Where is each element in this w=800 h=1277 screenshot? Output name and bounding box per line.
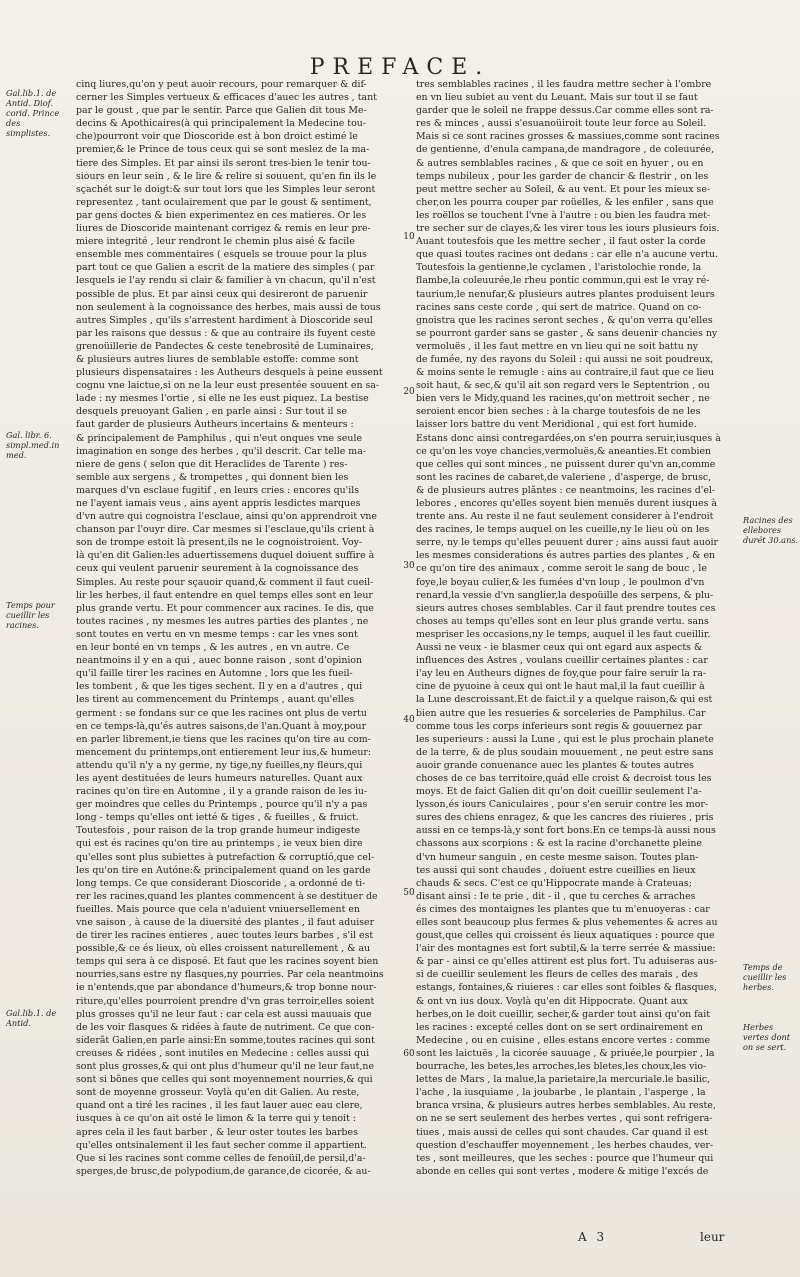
right-column-line: si de cueillir seulement les fleurs de celles des marais , des xyxy=(416,969,698,981)
right-column-line: chauds & secs. C'est ce qu'Hippocrate mande à Crateuas; xyxy=(416,877,692,889)
left-column-line: liures de Dioscoride maintenant corrigez & remis en leur pre- xyxy=(76,223,371,235)
right-column-line: goust,que celles qui croissent és lieux aquatiques : pource que xyxy=(416,930,715,942)
left-column-line: ne l'ayent iamais veus , ains ayent appris lesdictes marques xyxy=(76,498,361,509)
right-column-line: tes aussi qui sont chaudes , doiuent estre cueillies en lieux xyxy=(416,864,696,876)
left-column-line: les ayent destituées de leurs humeurs naturelles. Quant aux xyxy=(76,772,363,784)
left-column-line: marques d'vn esclaue fugitif , en leurs cries : encores qu'ils xyxy=(76,484,360,496)
left-text-column xyxy=(76,78,400,1223)
right-column-line: & ont vn ius doux. Voylà qu'en dit Hippocrate. Quant aux xyxy=(416,995,688,1007)
left-column-line: quand ont a tiré les racines , il les faut lauer auec eau clere, xyxy=(76,1100,363,1112)
left-column-line: neantmoins il y en a qui , auec bonne raison , sont d'opinion xyxy=(76,655,363,667)
left-column-line: d'vn autre qui cognoistra l'esclaue, ainsi qu'on apprendroit vne xyxy=(76,511,377,523)
right-column-line: lysson,és iours Caniculaires , pour s'en seruir contre les mor- xyxy=(416,799,708,811)
left-column-line: representez , tant oculairement que par le goust & sentiment, xyxy=(76,196,372,208)
margin-note: Temps de cueillir les herbes. xyxy=(743,962,787,992)
left-column-line: qui est és racines qu'on tire au printemps , ie veux bien dire xyxy=(76,838,363,850)
right-column-line: trente ans. Au reste il ne faut seulement considerer à l'endroit xyxy=(416,511,714,523)
right-column-line: i'ay leu en Autheurs dignes de foy,que pour faire seruir la ra- xyxy=(416,668,707,680)
right-column-line: cher,on les pourra couper par roüelles, & les enfiler , sans que xyxy=(416,196,714,208)
left-column-line: Toutesfois , pour raison de la trop grande humeur indigeste xyxy=(76,825,361,837)
left-column-line: de tirer les racines entieres , auec toutes leurs barbes , s'il est xyxy=(76,930,374,942)
margin-note: Temps pour cueillir les racines. xyxy=(6,600,55,630)
right-column-line: sures des chiens enragez, & que les cancres des riuieres , pris xyxy=(416,812,714,824)
right-column-line: bien vers le Midy,quand les racines,qu'on mettroit secher , ne xyxy=(416,393,710,405)
right-column-line: la Lune descroissant.Et de faict.il y a quelque raison,& qui est xyxy=(416,694,713,706)
right-column-line: tre secher sur de clayes,& les virer tous les iours plusieurs fois. xyxy=(416,223,720,235)
right-column-line: question d'eschauffer moyennement , les herbes chaudes, ver- xyxy=(416,1139,714,1151)
left-column-line: creuses & ridées , sont inutiles en Medecine : celles aussi qui xyxy=(76,1047,370,1059)
right-column-line: peut mettre secher au Soleil, & au vent. Et pour les mieux se- xyxy=(416,183,711,195)
left-column-line: imagination en songe des herbes , qu'il descrit. Car telle ma- xyxy=(76,445,366,457)
left-column-line: fueilles. Mais pource que cela n'aduient vniuersellement en xyxy=(76,903,360,915)
left-column-line: ger moindres que celles du Printemps , pource qu'il n'y a pas xyxy=(76,799,368,811)
right-column-line: l'air des montagnes est fort subtil,& la terre serrée & massiue: xyxy=(416,943,716,955)
signature-mark: A 3 xyxy=(578,1230,608,1244)
left-column-line: & principalement de Pamphilus , qui n'eut onques vne seule xyxy=(76,432,363,444)
page-title: PREFACE. xyxy=(309,55,491,80)
left-column-line: lade : ny mesmes l'ortie , si elle ne les eust piquez. La bestise xyxy=(76,393,369,405)
left-column-line: de les voir flasques & ridées à faute de nutriment. Ce que con- xyxy=(76,1021,375,1033)
left-column-line: sont plus grosses,& qui ont plus d'humeur qu'il ne leur faut,ne xyxy=(76,1061,374,1073)
left-column-line: par les raisons que dessus : & que au contraire ils fuyent ceste xyxy=(76,327,376,339)
left-column-line: cognu vne laictue,si on ne la leur eust presentée souuent en sa- xyxy=(76,380,380,392)
left-column-line: possible de plus. Et par ainsi ceux qui desireront de paruenir xyxy=(76,288,368,300)
right-column-line: Toutesfois la gentienne,le cyclamen , l'aristolochie ronde, la xyxy=(416,262,702,274)
right-column-line: des racines, le temps auquel on les cueille,ny le lieu où on les xyxy=(416,524,710,536)
right-column-line: res & minces , aussi s'esuanoüiroit toute leur force au Soleil. xyxy=(416,118,707,130)
right-column-line: branca vrsina, & plusieurs autres herbes semblables. Au reste, xyxy=(416,1100,716,1112)
left-column-line: tiere des Simples. Et par ainsi ils seront tres-bien le tenir tou- xyxy=(76,157,371,169)
left-column-line: iusques à ce qu'on ait osté le limon & la terre qui y tenoit : xyxy=(76,1113,356,1125)
line-number: 10 xyxy=(403,232,415,242)
right-column-line: sont les laictuës , la cicorée sauuage , & priuée,le pourpier , la xyxy=(416,1047,715,1059)
right-column-line: en vn lieu subiet au vent du Leuant. Mais sur tout il se faut xyxy=(416,92,698,104)
right-column-line: foye,le boyau culier,& les fumées d'vn loup , le poulmon d'vn xyxy=(416,576,705,588)
left-column-line: riture,qu'elles pourroient prendre d'vn gras terroir,elles soient xyxy=(76,995,375,1007)
left-column-line: possible,& ce és lieux, où elles croissent naturellement , & au xyxy=(76,943,371,955)
margin-note: Gal. libr. 6. simpl.med.in med. xyxy=(6,430,60,460)
left-column-line: les tombent , & que les tiges sechent. Il y en a d'autres , qui xyxy=(76,681,363,693)
left-column-line: premier,& le Prince de tous ceux qui se sont meslez de la ma- xyxy=(76,144,370,156)
left-column-line: sont de moyenne grosseur. Voylà qu'en dit Galien. Au reste, xyxy=(76,1087,360,1099)
margin-note: Gal.lib.1. de Antid. xyxy=(6,1008,57,1028)
right-column-line: elles sont beaucoup plus fermes & plus vehementes & acres au xyxy=(416,917,718,928)
left-column-line: en parler librement,ie tiens que les racines qu'on tire au com- xyxy=(76,733,371,745)
right-column-line: choses de ce bas territoire,quád elle croist & decroist tous les xyxy=(416,772,712,784)
right-column-line: herbes,on le doit cueillir, secher,& garder tout ainsi qu'on fait xyxy=(416,1008,710,1020)
right-column-line: estangs, fontaines,& riuieres : car elles sont foibles & flasques, xyxy=(416,982,717,994)
right-column-line: comme tous les corps inferieurs sont regis & gouuernez par xyxy=(416,720,703,732)
left-column-line: Que si les racines sont comme celles de fenoüil,de persil,d'a- xyxy=(76,1152,366,1164)
right-column-line: gnoistra que les racines seront seches , & qu'on verra qu'elles xyxy=(416,314,713,326)
left-column-line: long - temps qu'elles ont ietté & tiges , & fueilles , & fruict. xyxy=(76,812,359,824)
right-column-line: renard,la vessie d'vn sanglier,la despoüille des serpens, & plu- xyxy=(416,589,714,601)
right-column-line: les mesmes considerations és autres parties des plantes , & en xyxy=(416,550,716,562)
left-column-line: desquels preuoyant Galien , en parle ainsi : Sur tout il se xyxy=(76,406,347,418)
left-column-line: rer les racines,quand les plantes commencent à se destituer de xyxy=(76,890,378,902)
left-column-line: les tirent au commencement du Printemps , auant qu'elles xyxy=(76,694,355,706)
left-column-line: long temps. Ce que considerant Dioscoride , a ordonné de ti- xyxy=(76,877,366,889)
right-column-line: lebores , encores qu'elles soyent bien menuës durent iusques à xyxy=(416,498,717,509)
left-column-line: ceux qui veulent paruenir seurement à la cognoissance des xyxy=(76,563,359,575)
left-column-line: non seulement à la cognoissance des herbes, mais aussi de tous xyxy=(76,301,381,313)
left-column-line: temps qui sera à ce disposé. Et faut que les racines soyent bien xyxy=(76,956,379,968)
right-column-line: tiues , mais aussi de celles qui sont chaudes. Car quand il est xyxy=(416,1126,708,1138)
left-column-line: autres Simples , qu'ils s'arrestent hardiment à Dioscoride seul xyxy=(76,314,373,326)
right-column-line: de gentienne, d'enula campana,de mandragore , de coleuurée, xyxy=(416,144,715,156)
left-column-line: Simples. Au reste pour sçauoir quand,& comment il faut cueil- xyxy=(76,576,374,588)
left-column-line: niere de gens ( selon que dit Heraclides de Tarente ) res- xyxy=(76,458,348,470)
left-column-line: ie n'entends,que par abondance d'humeurs,& trop bonne nour- xyxy=(76,982,377,994)
left-column-line: sont si bõnes que celles qui sont moyennement nourries,& qui xyxy=(76,1074,373,1086)
left-column-line: qu'elles sont plus subiettes à putrefaction & corruptió,que cel- xyxy=(76,851,375,863)
left-column-line: attendu qu'il n'y a ny germe, ny tige,ny fueilles,ny fleurs,qui xyxy=(76,759,363,771)
left-column-line: grenoüillerie de Pandectes & ceste tenebrosité de Luminaires, xyxy=(76,340,374,352)
left-column-line: lesquels ie l'ay rendu si clair & familier à vn chacun, qu'il n'est xyxy=(76,275,376,287)
right-column-line: influences des Astres , voulans cueillir certaines plantes : car xyxy=(416,655,708,667)
left-column-line: là qu'en dit Galien:les aduertissemens duquel doiuent suffire à xyxy=(76,550,375,562)
right-column-line: serre, ny le temps qu'elles peuuent durer ; ains aussi faut auoir xyxy=(416,537,719,549)
right-column-line: chassons aux scorpions : & est la racine d'orchanette pleine xyxy=(416,838,702,850)
left-column-line: miere integrité , leur rendront le chemin plus aisé & facile xyxy=(76,236,355,248)
left-column-line: cinq liures,qu'on y peut auoir recours, pour remarquer & dif- xyxy=(76,79,367,90)
right-column-line: taurium,le nenufar,& plusieurs autres plantes produisent leurs xyxy=(416,288,715,300)
left-column-line: plus grande vertu. Et pour commencer aux racines. Ie dis, que xyxy=(76,602,374,614)
left-column-line: qu'elles ontsinalement il les faut secher comme il appartient. xyxy=(76,1139,367,1151)
left-column-line: son de trompe estoit là present,ils ne le cognoistroient. Voy- xyxy=(76,537,363,549)
right-column-line: temps nubileux , pour les garder de chancir & flestrir , on les xyxy=(416,170,709,182)
right-column-line: Auant toutesfois que les mettre secher , il faut oster la corde xyxy=(416,236,706,248)
left-column-line: lir les herbes, il faut entendre en quel temps elles sont en leur xyxy=(76,589,373,601)
right-column-line: les superieurs : aussi la Lune , qui est le plus prochain planete xyxy=(416,733,714,745)
right-column-line: bien autre que les resueries & sorceleries de Pamphilus. Car xyxy=(416,707,706,719)
left-column-line: germent : se fondans sur ce que les racines ont plus de vertu xyxy=(76,707,367,719)
right-column-line: que celles qui sont minces , ne puissent durer qu'vn an,comme xyxy=(416,458,716,470)
left-column-line: sont toutes en vertu en vn mesme temps : car les vnes sont xyxy=(76,628,358,640)
right-column-line: ce qu'on tire des animaux , comme seroit le sang de bouc , le xyxy=(416,563,707,575)
right-column-line: cine de pyuoine à ceux qui ont le haut mal,il la faut cueillir à xyxy=(416,681,705,693)
left-column-line: & plusieurs autres liures de semblable estoffe: comme sont xyxy=(76,353,359,365)
right-column-line: és cimes des montaignes les plantes que tu m'enuoyeras : car xyxy=(416,903,710,915)
right-column-line: bourrache, les betes,les arroches,les bletes,les choux,les vio- xyxy=(416,1061,707,1073)
left-column-line: par gens doctes & bien experimentez en ces matieres. Or les xyxy=(76,209,367,221)
right-column-line: sieurs autres choses semblables. Car il faut prendre toutes ces xyxy=(416,602,716,614)
left-column-line: sperges,de brusc,de polypodium,de garance,de cicorée, & au- xyxy=(76,1165,371,1177)
right-column-line: sont les racines de cabaret,de valeriene , d'asperge, de brusc, xyxy=(416,471,712,483)
right-column-line: se pourront garder sans se gaster , & sans deuenir chancies ny xyxy=(416,327,718,339)
right-column-line: les roëllos se touchent l'vne à l'autre : ou bien les faudra met- xyxy=(416,209,711,221)
margin-note: Herbes vertes dont on se sert. xyxy=(743,1022,791,1052)
right-column-line: de fumée, ny des rayons du Soleil : qui aussi ne soit poudreux, xyxy=(416,353,714,365)
right-column-line: Estans donc ainsi contregardées,on s'en pourra seruir,iusques à xyxy=(416,432,721,444)
margin-note: Gal.lib.1. de Antid. Diof. corid. Prince des simplistes. xyxy=(6,88,60,138)
line-number: 30 xyxy=(403,561,415,571)
right-column-line: Medecine , ou en cuisine , elles estans encore vertes : comme xyxy=(416,1034,711,1046)
right-column-line: les racines : excepté celles dont on se sert ordinairement en xyxy=(416,1021,703,1033)
right-column-line: ce qu'on les voye chancies,vermoluës,& aneanties.Et combien xyxy=(416,445,712,457)
right-column-line: mespriser les occasions,ny le temps, auquel il les faut cueillir. xyxy=(416,628,711,640)
left-column-line: racines qu'on tire en Automne , il y a grande raison de les iu- xyxy=(76,786,368,798)
line-number: 60 xyxy=(403,1049,415,1059)
left-column-line: en ce temps-là,qu'és autres saisons,de l'an.Quant à moy,pour xyxy=(76,720,367,732)
right-column-line: aussi en ce temps-là,y sont fort bons.En ce temps-là aussi nous xyxy=(416,825,716,837)
right-column-line: moys. Et de faict Galien dit qu'on doit cueillir seulement l'a- xyxy=(416,786,702,798)
left-column-line: qu'il faille tirer les racines en Automne , lors que les fueil- xyxy=(76,668,353,680)
right-column-line: flambe,la coleuurée,le rheu pontic commun,qui est le vray ré- xyxy=(416,275,710,287)
right-column-line: soit haut, & sec,& qu'il ait son regard vers le Septentrion , ou xyxy=(416,380,710,392)
left-column-line: faut garder de plusieurs Autheurs incertains & menteurs : xyxy=(76,419,354,431)
left-column-line: decins & Apothicaires(à qui principalement la Medecine tou- xyxy=(76,118,366,130)
right-column-line: tres semblables racines , il les faudra mettre secher à l'ombre xyxy=(416,79,712,90)
right-column-line: & autres semblables racines , & que ce soit en hyuer , ou en xyxy=(416,157,704,169)
left-column-line: toutes racines , ny mesmes les autres parties des plantes , ne xyxy=(76,615,369,627)
left-column-line: mencement du printemps,ont entierement leur ius,& humeur: xyxy=(76,746,372,758)
right-column-line: & de plusieurs autres plãntes : ce neantmoins, les racines d'el- xyxy=(416,484,716,496)
right-column-line: lettes de Mars , la malue,la parietaire,la mercuriale.le basilic, xyxy=(416,1074,711,1086)
left-column-line: sçachét sur le doigt:& sur tout lors que les Simples leur seront xyxy=(76,183,376,195)
left-column-line: plus grosses qu'il ne leur faut : car cela est aussi mauuais que xyxy=(76,1008,372,1020)
left-column-line: che)pourront voir que Dioscoride est à bon droict estimé le xyxy=(76,131,358,143)
line-number: 40 xyxy=(403,715,415,725)
left-column-line: cerner les Simples vertueux & efficaces d'auec les autres , tant xyxy=(76,92,377,104)
line-number: 50 xyxy=(403,888,415,898)
right-column-line: on ne se sert seulement des herbes vertes , qui sont refrigera- xyxy=(416,1113,713,1125)
line-number: 20 xyxy=(403,387,415,397)
right-column-line: auoir grande conuenance auec les plantes & toutes autres xyxy=(416,759,694,771)
right-column-line: Mais si ce sont racines grosses & massiues,comme sont racines xyxy=(416,131,720,143)
left-column-line: par le goust , que par le sentir. Parce que Galien dit tous Me- xyxy=(76,105,367,117)
right-column-line: & par - ainsi ce qu'elles attirent est plus fort. Tu aduiseras aus- xyxy=(416,956,718,968)
right-column-line: vermoluës , il les faut mettre en vn lieu qui ne soit battu ny xyxy=(416,340,699,352)
left-column-line: vne saison , à cause de la diuersité des plantes , il faut aduiser xyxy=(76,917,375,928)
right-column-line: seroient encor bien seches : à la charge toutesfois de ne les xyxy=(416,406,701,418)
right-column-line: garder que le soleil ne frappe dessus.Car comme elles sont ra- xyxy=(416,105,714,117)
right-column-line: & moins sente le remugle : ains au contraire,il faut que ce lieu xyxy=(416,367,715,379)
left-column-line: en leur bonté en vn temps , & les autres , en vn autre. Ce xyxy=(76,642,350,654)
right-column-line: que quasi toutes racines ont dedans : car elle n'a aucune vertu. xyxy=(416,249,718,261)
right-column-line: tes , sont meilleures, que les seches : pource que l'humeur qui xyxy=(416,1152,714,1164)
left-column-line: chanson par l'ouyr dire. Car mesmes si l'esclaue,qu'ils crient à xyxy=(76,524,375,536)
left-column-line: apres cela il les faut barber , & leur oster toutes les barbes xyxy=(76,1126,358,1138)
right-column-line: laisser lors battre du vent Meridional , qui est fort humide. xyxy=(416,419,697,431)
right-column-line: l'ache , la iusquiame , la joubarbe , le plantain , l'asperge , la xyxy=(416,1087,706,1099)
right-column-line: choses au temps qu'elles sont en leur plus grande vertu. sans xyxy=(416,615,709,627)
right-column-line: abonde en celles qui sont vertes , modere & mitige l'excés de xyxy=(416,1165,709,1177)
right-column-line: disant ainsi : Ie te prie , dit - il , que tu cerches & arraches xyxy=(416,890,696,902)
left-column-line: siderãt Galien,en parle ainsi:En somme,toutes racines qui sont xyxy=(76,1034,375,1046)
catchword: leur xyxy=(700,1230,725,1244)
right-column-line: d'vn humeur sanguin , en ceste mesme saison. Toutes plan- xyxy=(416,851,699,863)
left-column-line: part tout ce que Galien a escrit de la matiere des simples ( par xyxy=(76,262,375,274)
left-column-line: semble aux sergens , & trompettes , qui donnent bien les xyxy=(76,471,349,483)
right-column-line: racines sans ceste corde , qui sert de matrice. Quand on co- xyxy=(416,301,702,313)
right-column-line: Aussi ne veux - ie blasmer ceux qui ont egard aux aspects & xyxy=(416,642,703,654)
right-text-column xyxy=(416,78,742,1223)
left-column-line: nourries,sans estre ny flasques,ny pourries. Par cela neantmoins xyxy=(76,969,384,981)
margin-note: Racines des ellebores durét 30.ans. xyxy=(743,515,799,545)
right-column-line: de la terre, & de plus soudain mouuement , ne peut estre sans xyxy=(416,746,714,758)
left-column-line: plusieurs dispensataires : les Autheurs desquels à peine eussent xyxy=(76,367,383,379)
left-column-line: siours en leur sein , & le lire & relire si souuent, qu'en fin ils le xyxy=(76,170,377,182)
left-column-line: ensemble mes commentaires ( esquels se trouue pour la plus xyxy=(76,249,367,261)
left-column-line: les qu'on tire en Autóne:& principalement quand on les garde xyxy=(76,864,371,876)
